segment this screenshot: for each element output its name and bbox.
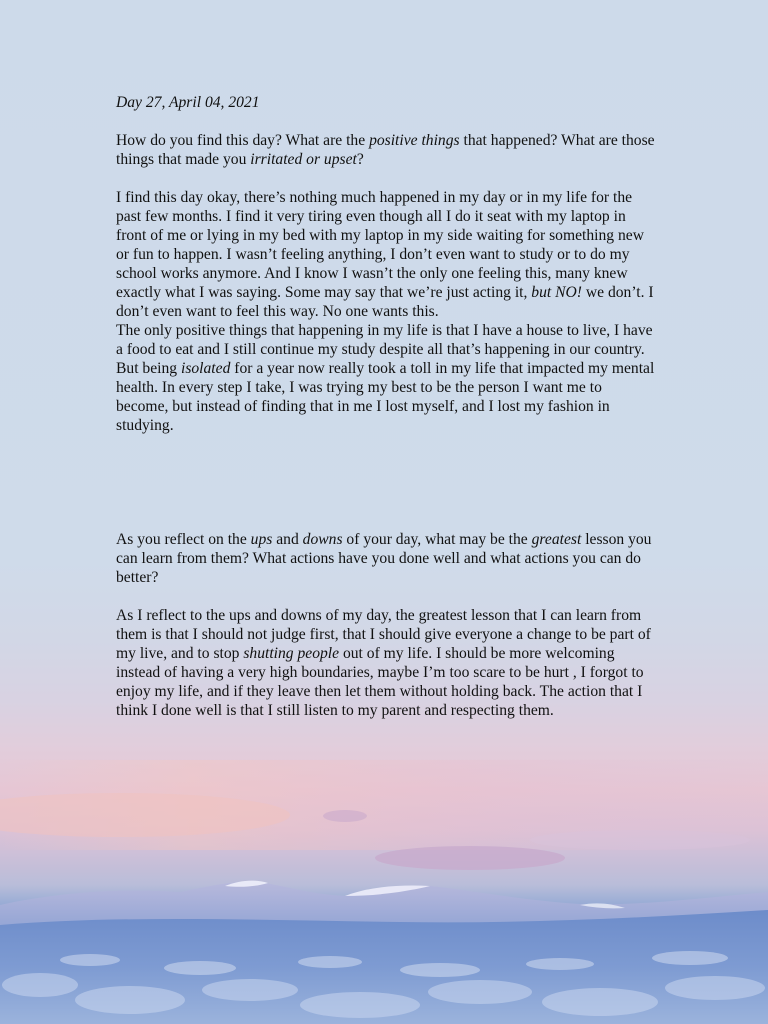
prompt1-text-2: that happened? What are those things that made you [116,132,655,168]
prompt2-emphasis-greatest: greatest [531,531,582,548]
answer1-text-1: I find this day okay, there’s nothing much happened in my day or in my life for the past few months. I find it very tiring even though all I do it seat with my laptop in front of me or lying in my bed with my laptop in my side waiting for something new or fun to happen. I wasn’t feeling anything, I don’t even want to study or to do my school works anymore. And I know I wasn’t the only one feeling this, many knew exactly what I was saying. Some may say that we’re just acting it, [116,189,644,301]
prompt1-emphasis-positive: positive things [369,132,460,149]
entry-date: Day 27, April 04, 2021 [116,94,260,111]
prompt2-text-3: of your day, what may be the [342,531,532,548]
prompt2-text-1: As you reflect on the [116,531,251,548]
prompt2-text-4: lesson you can learn from them? What actions have you done well and what actions you can do better? [116,531,652,586]
prompt2-text-2: and [272,531,303,548]
prompt1-emphasis-irritated: irritated or upset [250,151,357,168]
answer1-emphasis-but-no: but NO! [531,284,582,301]
answer1-emphasis-isolated: isolated [180,360,231,377]
answer1-text-4: for a year now really took a toll in my life that impacted my mental health. In every step I take, I was trying my best to be the person I want me to become, but instead of finding that in me I lost myself, and I lost my fashion in studying. [116,360,655,434]
answer2-text-1: As I reflect to the ups and downs of my day, the greatest lesson that I can learn from them is that I should not judge first, that I should give everyone a change to be part of my live, and to stop [116,607,651,662]
prompt1-text-1: How do you find this day? What are the [116,132,370,149]
journal-entry [116,93,656,720]
answer1-text-2: we don’t. I don’t even want to feel this way. No one wants this. [116,284,654,320]
answer2-emphasis-shutting-people: shutting people [243,645,340,662]
reflection-prompt-1 [116,131,656,169]
answer1-text-3: The only positive things that happening in my life is that I have a house to live, I have a food to eat and I still continue my study despite all that’s happening in our country. But being [116,322,653,377]
prompt2-emphasis-downs: downs [302,531,343,548]
answer-2-paragraph [116,606,656,720]
prompt1-text-3: ? [356,151,364,168]
answer-1-paragraph-2 [116,321,656,435]
prompt2-emphasis-ups: ups [250,531,273,548]
answer2-text-2: out of my life. I should be more welcoming instead of having a very high boundaries, maybe I’m too scare to be hurt , I forgot to enjoy my life, and if they leave then let them without holding back. The action that I think I done well is that I still listen to my parent and respecting them. [116,645,644,719]
answer-1-paragraph-1 [116,188,656,321]
reflection-prompt-2 [116,530,656,587]
